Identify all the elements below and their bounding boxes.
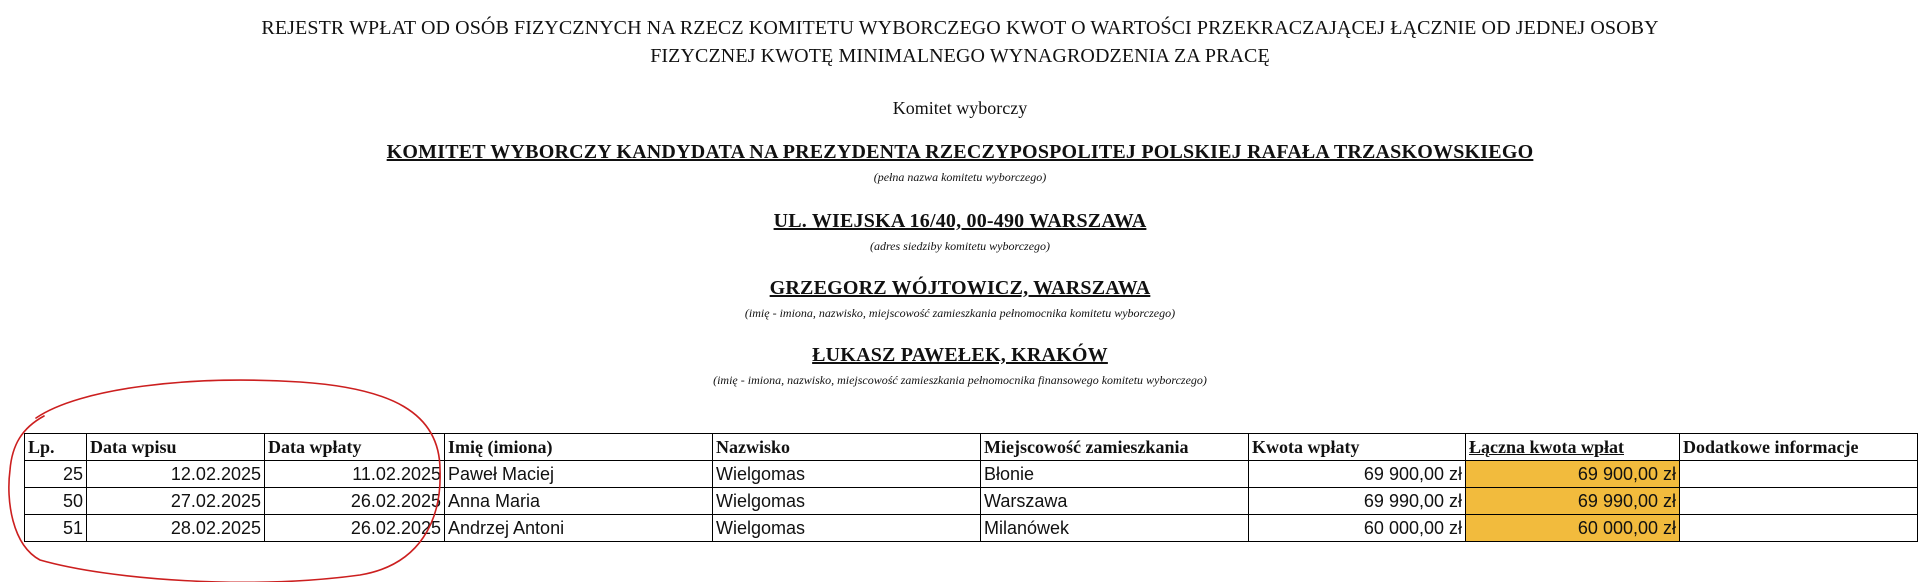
financial-agent-hint: (imię - imiona, nazwisko, miejscowość zamieszkania pełnomocnika finansowego komitetu wyborczego) [713, 373, 1207, 387]
table-row [25, 515, 1918, 542]
cell-entry-date: 12.02.2025 [87, 461, 265, 488]
cell-lp: 25 [25, 461, 87, 488]
cell-amount: 69 900,00 zł [1249, 461, 1466, 488]
col-header-surname: Nazwisko [713, 434, 981, 461]
cell-additional-info [1680, 515, 1918, 542]
cell-first-names: Andrzej Antoni [445, 515, 713, 542]
cell-first-names: Anna Maria [445, 488, 713, 515]
cell-lp: 50 [25, 488, 87, 515]
cell-additional-info [1680, 488, 1918, 515]
col-header-entry-date: Data wpisu [87, 434, 265, 461]
cell-surname: Wielgomas [713, 461, 981, 488]
cell-total-amount: 69 900,00 zł [1466, 461, 1680, 488]
col-header-total-amount: Łączna kwota wpłat [1466, 434, 1680, 461]
financial-agent-name: ŁUKASZ PAWEŁEK, KRAKÓW [812, 344, 1108, 366]
cell-surname: Wielgomas [713, 488, 981, 515]
cell-residence: Warszawa [981, 488, 1249, 515]
committee-name-hint: (pełna nazwa komitetu wyborczego) [873, 170, 1047, 184]
committee-address-field [0, 210, 1920, 254]
col-header-additional-info: Dodatkowe informacje [1680, 434, 1918, 461]
table-row [25, 488, 1918, 515]
cell-residence: Milanówek [981, 515, 1249, 542]
cell-entry-date: 27.02.2025 [87, 488, 265, 515]
col-header-payment-date: Data wpłaty [265, 434, 445, 461]
col-header-residence: Miejscowość zamieszkania [981, 434, 1249, 461]
table-header-row [25, 434, 1918, 461]
donations-table [24, 433, 1918, 542]
col-header-first-names: Imię (imiona) [445, 434, 713, 461]
cell-amount: 60 000,00 zł [1249, 515, 1466, 542]
cell-lp: 51 [25, 515, 87, 542]
col-header-amount: Kwota wpłaty [1249, 434, 1466, 461]
col-header-lp: Lp. [25, 434, 87, 461]
register-title [0, 14, 1920, 70]
committee-name: KOMITET WYBORCZY KANDYDATA NA PREZYDENTA RZECZYPOSPOLITEJ POLSKIEJ RAFAŁA TRZASKOWSKIEGO [386, 141, 1534, 163]
cell-total-amount: 60 000,00 zł [1466, 515, 1680, 542]
financial-agent-field [0, 344, 1920, 388]
committee-address: UL. WIEJSKA 16/40, 00-490 WARSZAWA [773, 210, 1147, 232]
cell-first-names: Paweł Maciej [445, 461, 713, 488]
committee-address-hint: (adres siedziby komitetu wyborczego) [869, 239, 1051, 253]
cell-entry-date: 28.02.2025 [87, 515, 265, 542]
cell-total-amount: 69 990,00 zł [1466, 488, 1680, 515]
register-title-line1: REJESTR WPŁAT OD OSÓB FIZYCZNYCH NA RZECZ KOMITETU WYBORCZEGO KWOT O WARTOŚCI PRZEKRACZAJĄCEJ ŁĄCZNIE OD JEDNEJ OSOBY [261, 17, 1659, 39]
agent-hint: (imię - imiona, nazwisko, miejscowość zamieszkania pełnomocnika komitetu wyborczego) [744, 306, 1176, 320]
cell-additional-info [1680, 461, 1918, 488]
cell-residence: Błonie [981, 461, 1249, 488]
agent-field [0, 277, 1920, 321]
committee-name-field [0, 141, 1920, 185]
cell-surname: Wielgomas [713, 515, 981, 542]
table-row [25, 461, 1918, 488]
cell-payment-date: 11.02.2025 [265, 461, 445, 488]
register-title-line2: FIZYCZNEJ KWOTĘ MINIMALNEGO WYNAGRODZENIA ZA PRACĘ [650, 45, 1270, 67]
committee-label: Komitet wyborczy [892, 98, 1028, 118]
cell-amount: 69 990,00 zł [1249, 488, 1466, 515]
cell-payment-date: 26.02.2025 [265, 488, 445, 515]
cell-payment-date: 26.02.2025 [265, 515, 445, 542]
agent-name: GRZEGORZ WÓJTOWICZ, WARSZAWA [769, 277, 1151, 299]
